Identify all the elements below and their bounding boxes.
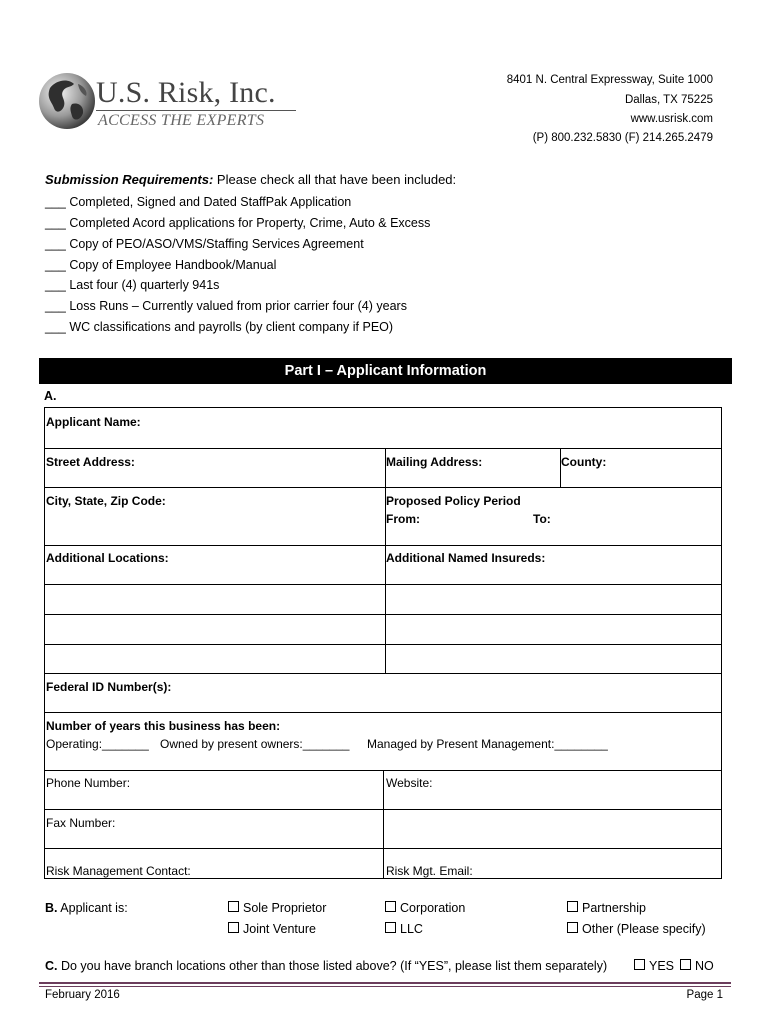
owned-years-field[interactable]: Owned by present owners:_______	[160, 737, 350, 751]
table-rule	[45, 614, 721, 615]
policy-from-label: From:	[386, 512, 420, 526]
option-label: NO	[695, 959, 714, 973]
option-joint-venture[interactable]	[228, 922, 316, 936]
option-partnership[interactable]	[567, 901, 646, 915]
table-rule	[45, 448, 721, 449]
option-yes[interactable]	[634, 959, 674, 973]
checkbox-icon[interactable]	[680, 959, 691, 970]
company-website[interactable]: www.usrisk.com	[630, 113, 713, 125]
company-logo	[36, 70, 98, 132]
website-label: Website:	[386, 776, 433, 790]
additional-insureds-label: Additional Named Insureds:	[386, 551, 546, 565]
option-no[interactable]	[680, 959, 714, 973]
option-corporation[interactable]	[385, 901, 465, 915]
requirements-intro: Please check all that have been included:	[213, 172, 457, 187]
additional-locations-label: Additional Locations:	[46, 551, 169, 565]
years-heading: Number of years this business has been:	[46, 719, 281, 733]
checkbox-icon[interactable]	[634, 959, 645, 970]
federal-id-label: Federal ID Number(s):	[46, 680, 172, 694]
option-label: Corporation	[400, 901, 466, 915]
checkbox-icon[interactable]	[385, 901, 396, 912]
table-rule	[45, 644, 721, 645]
policy-period-label: Proposed Policy Period	[386, 494, 521, 508]
address-line-2: Dallas, TX 75225	[624, 94, 713, 106]
operating-years-field[interactable]: Operating:_______	[46, 737, 149, 751]
street-address-label: Street Address:	[46, 455, 135, 469]
table-rule	[45, 584, 721, 585]
table-rule	[45, 673, 721, 674]
requirement-item[interactable]: ___ Completed, Signed and Dated StaffPak Application	[45, 195, 352, 209]
applicant-name-label: Applicant Name:	[46, 415, 141, 429]
city-state-zip-label: City, State, Zip Code:	[46, 494, 166, 508]
applicant-info-table	[44, 407, 722, 879]
section-a-label: A.	[44, 389, 57, 403]
requirement-item[interactable]: ___ WC classifications and payrolls (by client company if PEO)	[45, 320, 394, 334]
table-divider	[383, 770, 384, 878]
section-c-text: Do you have branch locations other than those listed above? (If “YES”, please list them separately)	[57, 959, 608, 973]
page-number: Page 1	[686, 989, 723, 1001]
option-label: LLC	[400, 922, 423, 936]
option-label: Joint Venture	[243, 922, 316, 936]
part-1-header: Part I – Applicant Information	[39, 358, 732, 384]
checkbox-icon[interactable]	[385, 922, 396, 933]
option-label: YES	[649, 959, 675, 973]
mailing-address-label: Mailing Address:	[386, 455, 483, 469]
option-label: Partnership	[582, 901, 646, 915]
footer-rule	[39, 986, 731, 987]
checkbox-icon[interactable]	[567, 901, 578, 912]
requirement-item[interactable]: ___ Copy of Employee Handbook/Manual	[45, 258, 277, 272]
section-c-question	[45, 959, 607, 973]
checkbox-icon[interactable]	[567, 922, 578, 933]
table-rule	[45, 712, 721, 713]
requirements-heading	[45, 172, 456, 187]
option-llc[interactable]	[385, 922, 423, 936]
fax-number-label: Fax Number:	[46, 816, 116, 830]
option-label: Other (Please specify)	[582, 922, 706, 936]
section-b-label	[45, 901, 128, 915]
footer-rule	[39, 982, 731, 984]
option-label: Sole Proprietor	[243, 901, 327, 915]
checkbox-icon[interactable]	[228, 901, 239, 912]
managed-years-field[interactable]: Managed by Present Management:________	[367, 737, 608, 751]
checkbox-icon[interactable]	[228, 922, 239, 933]
phone-fax: (P) 800.232.5830 (F) 214.265.2479	[532, 132, 713, 144]
requirement-item[interactable]: ___ Copy of PEO/ASO/VMS/Staffing Services Agreement	[45, 237, 364, 251]
requirements-title: Submission Requirements:	[45, 172, 214, 187]
section-b-text: Applicant is:	[57, 901, 128, 915]
company-name: U.S. Risk, Inc.	[96, 76, 276, 109]
globe-icon	[36, 70, 98, 132]
county-label: County:	[561, 455, 607, 469]
section-c-letter: C.	[45, 959, 58, 973]
requirement-item[interactable]: ___ Loss Runs – Currently valued from prior carrier four (4) years	[45, 299, 407, 313]
logo-divider	[96, 110, 296, 111]
requirement-item[interactable]: ___ Completed Acord applications for Property, Crime, Auto & Excess	[45, 216, 431, 230]
address-line-1: 8401 N. Central Expressway, Suite 1000	[506, 74, 713, 86]
footer-date: February 2016	[45, 989, 120, 1001]
risk-email-label: Risk Mgt. Email:	[386, 864, 473, 878]
option-sole-proprietor[interactable]	[228, 901, 326, 915]
table-rule	[45, 487, 721, 488]
option-other[interactable]	[567, 922, 706, 936]
phone-number-label: Phone Number:	[46, 776, 131, 790]
section-b-letter: B.	[45, 901, 58, 915]
table-rule	[45, 545, 721, 546]
risk-contact-label: Risk Management Contact:	[46, 864, 191, 878]
policy-to-label: To:	[533, 512, 551, 526]
requirement-item[interactable]: ___ Last four (4) quarterly 941s	[45, 278, 220, 292]
company-tagline: ACCESS THE EXPERTS	[98, 112, 265, 129]
